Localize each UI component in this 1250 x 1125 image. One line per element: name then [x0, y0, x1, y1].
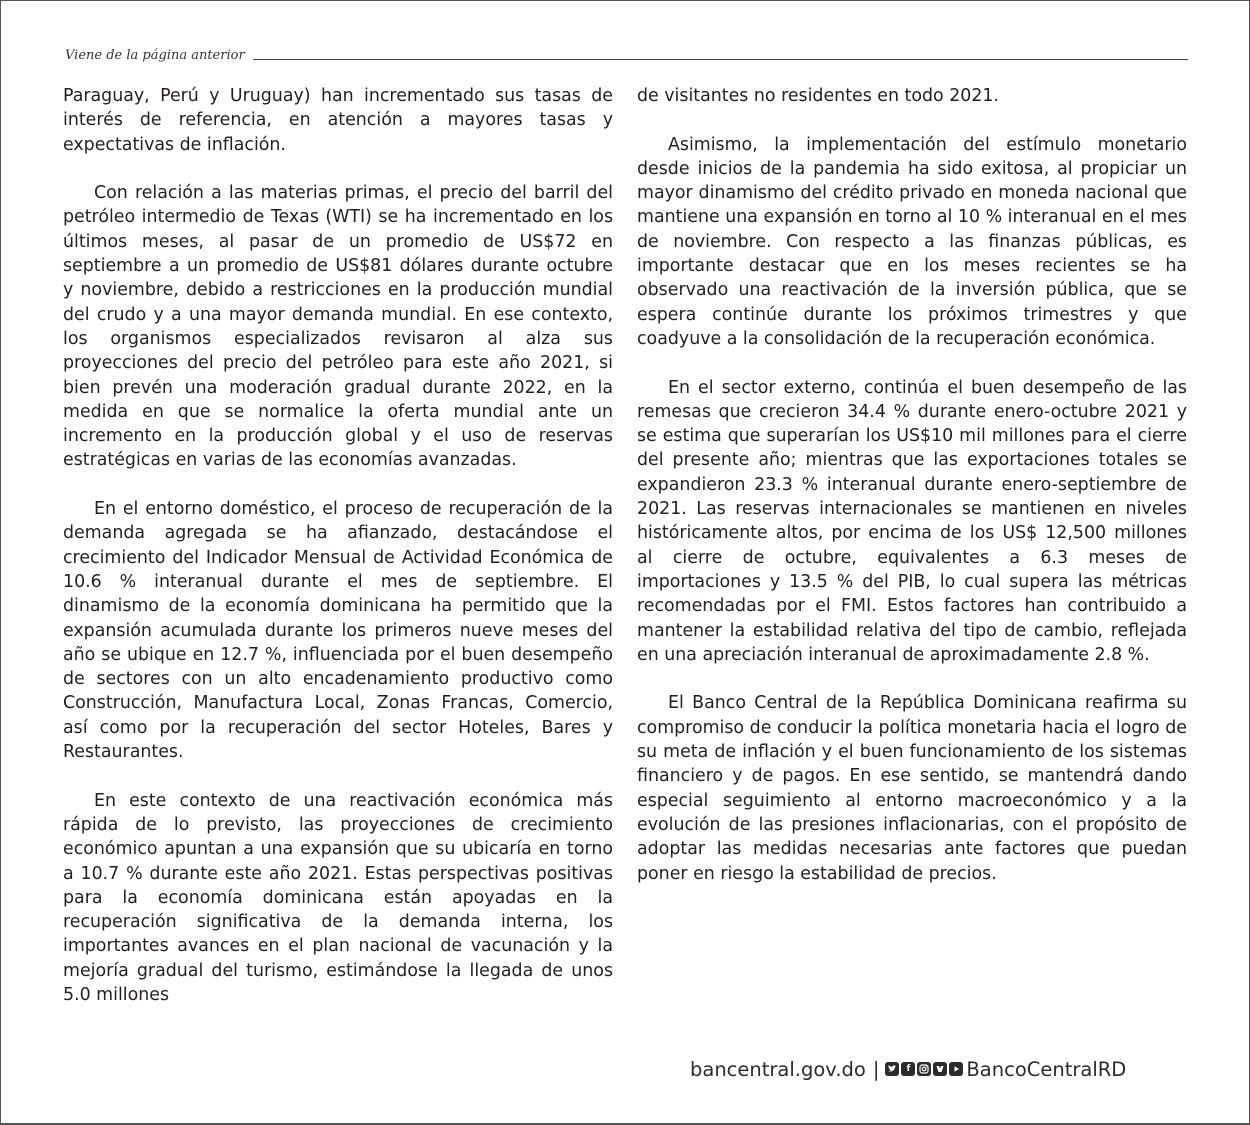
paragraph: de visitantes no residentes en todo 2021. — [637, 86, 1000, 106]
facebook-glyph: f — [906, 1063, 911, 1074]
page-header — [65, 42, 1188, 64]
youtube-icon[interactable] — [949, 1062, 963, 1076]
right-column — [637, 84, 1187, 886]
paragraph: Paraguay, Perú y Uruguay) han incrementado sus tasas de interés de referencia, en atención a mayores tasas y expectativas de inflación. — [63, 86, 613, 155]
facebook-icon[interactable] — [901, 1062, 915, 1076]
instagram-icon[interactable] — [917, 1062, 931, 1076]
website-link[interactable]: bancentral.gov.do — [690, 1057, 866, 1081]
social-handle[interactable]: BancoCentralRD — [966, 1057, 1127, 1081]
left-column — [63, 84, 613, 1007]
twitter-icon[interactable] — [885, 1062, 899, 1076]
paragraph: Con relación a las materias primas, el precio del barril del petróleo intermedio de Texas (WTI) se ha incrementado en los últimos meses, al pasar de un promedio de US$72 en septiembre a un promedio de US$81 dólares durante octubre y noviembre, debido a restricciones en la producción mundial del crudo y a una mayor demanda mundial. En ese contexto, los organismos especializados revisaron al alza sus proyecciones del precio del petróleo para este año 2021, si bien prevén una moderación gradual durante 2022, en la medida en que se normalice la oferta mundial ante un incremento en la producción global y el uso de reservas estratégicas en varias de las economías avanzadas. — [63, 183, 613, 471]
paragraph: En el entorno doméstico, el proceso de recuperación de la demanda agregada se ha afianzado, destacándose el crecimiento del Indicador Mensual de Actividad Económica de 10.6 % interanual durante el mes de septiembre. El dinamismo de la economía dominicana ha permitido que la expansión acumulada durante los primeros nueve meses del año se ubique en 12.7 %, influenciada por el buen desempeño de sectores con un alto encadenamiento productivo como Construcción, Manufactura Local, Zonas Francas, Comercio, así como por la recuperación del sector Hoteles, Bares y Restaurantes. — [63, 499, 613, 763]
paragraph: En este contexto de una reactivación económica más rápida de lo previsto, las proyecciones de crecimiento económico apuntan a una expansión que su ubicaría en torno a 10.7 % durante este año 2021. Estas perspectivas positivas para la economía dominicana están apoyadas en la recuperación significativa de la demanda interna, los importantes avances en el plan nacional de vacunación y la mejoría gradual del turismo, estimándose la llegada de unos 5.0 millones — [63, 790, 613, 1005]
footer-separator: | — [872, 1057, 880, 1081]
paragraph: En el sector externo, continúa el buen desempeño de las remesas que crecieron 34.4 % durante enero-octubre 2021 y se estima que superarían los US$10 mil millones para el cierre del presente año; mientras que las exportaciones totales se expandieron 23.3 % interanual durante enero-septiembre de 2021. Las reservas internacionales se mantienen en niveles históricamente altos, por encima de los US$ 12,500 millones al cierre de octubre, equivalentes a 6.3 meses de importaciones y 13.5 % del PIB, lo cual supera las métricas recomendadas por el FMI. Estos factores han contribuido a mantener la estabilidad relativa del tipo de cambio, reflejada en una apreciación interanual de aproximadamente 2.8 %. — [637, 377, 1187, 665]
continuation-note: Viene de la página anterior — [65, 48, 245, 63]
flickr-icon[interactable] — [933, 1062, 947, 1076]
page-footer — [690, 1055, 1150, 1083]
paragraph: El Banco Central de la República Dominicana reafirma su compromiso de conducir la política monetaria hacia el logro de su meta de inflación y el buen funcionamiento de los sistemas financiero y de pagos. En ese sentido, se mantendrá dando especial seguimiento al entorno macroeconómico y a la evolución de las presiones inflacionarias, con el propósito de adoptar las medidas necesarias ante factores que puedan poner en riesgo la estabilidad de precios. — [637, 693, 1187, 884]
paragraph: Asimismo, la implementación del estímulo monetario desde inicios de la pandemia ha sido exitosa, al propiciar un mayor dinamismo del crédito privado en moneda nacional que mantiene una expansión en torno al 10 % interanual en el mes de noviembre. Con respecto a las finanzas públicas, es importante destacar que en los meses recientes se ha observado una reactivación de la inversión pública, que se espera continúe durante los próximos trimestres y que coadyuve a la consolidación de la recuperación económica. — [637, 134, 1187, 349]
header-rule — [253, 59, 1188, 60]
